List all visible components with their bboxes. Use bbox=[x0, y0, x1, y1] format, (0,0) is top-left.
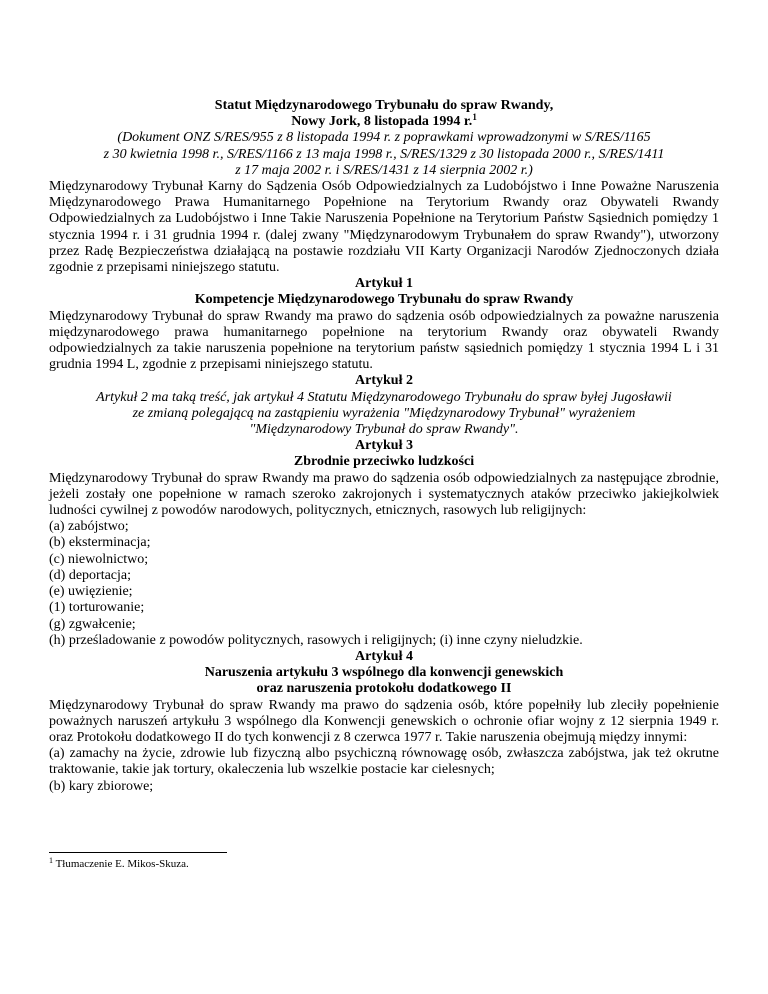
article-4-item: (b) kary zbiorowe; bbox=[49, 778, 154, 794]
document-title bbox=[49, 98, 719, 130]
article-3-item: (h) prześladowanie z powodów politycznych, rasowych i religijnych; (i) inne czyny nieludzkie. bbox=[49, 632, 583, 648]
footnote-reference[interactable]: 1 bbox=[472, 112, 477, 123]
footnote bbox=[49, 858, 189, 871]
article-2-note bbox=[49, 390, 719, 439]
article-4-item: (a) zamachy na życie, zdrowie lub fizyczną albo psychiczną równowagę osób, zwłaszcza zabójstwa, jak też okrutne traktowanie, takie jak tortury, okaleczenia lub wszelkie postacie kar cielesnych; bbox=[49, 746, 719, 778]
document-body bbox=[49, 98, 719, 795]
article-3-item: (e) uwięzienie; bbox=[49, 584, 133, 600]
article-3-item: (1) torturowanie; bbox=[49, 600, 145, 616]
footnote-marker: 1 bbox=[49, 856, 53, 865]
article-4-subheading-1: Naruszenia artykułu 3 wspólnego dla konwencji genewskich bbox=[204, 665, 564, 681]
article-3-item: (c) niewolnictwo; bbox=[49, 551, 149, 567]
article-3-item: (d) deportacja; bbox=[49, 567, 132, 583]
article-2-note-line-1: Artykuł 2 ma taką treść, jak artykuł 4 Statutu Międzynarodowego Trybunału do spraw byłej Jugosławii bbox=[96, 389, 672, 405]
source-note-line-1: (Dokument ONZ S/RES/955 z 8 listopada 1994 r. z poprawkami wprowadzonymi w S/RES/1165 bbox=[117, 130, 651, 146]
article-3-subheading: Zbrodnie przeciwko ludzkości bbox=[293, 454, 475, 470]
article-2-note-line-3: "Międzynarodowy Trybunał do spraw Rwandy". bbox=[249, 422, 519, 438]
footnote-divider bbox=[49, 852, 227, 853]
article-3-body: Międzynarodowy Trybunał do spraw Rwandy ma prawo do sądzenia osób odpowiedzialnych za następujące zbrodnie, jeżeli zostały one popełnione w ramach szeroko zakrojonych i systematycznych ataków przeciwko jakiejkolwiek ludności cywilnej z powodów narodowych, politycznych, etnicznych, rasowych lub religijnych: bbox=[49, 470, 719, 519]
article-3-heading: Artykuł 3 bbox=[355, 438, 413, 454]
article-2-heading: Artykuł 2 bbox=[355, 373, 413, 389]
article-3-item: (g) zgwałcenie; bbox=[49, 616, 136, 632]
article-4-subheading-2: oraz naruszenia protokołu dodatkowego II bbox=[256, 681, 512, 697]
title-line-2 bbox=[49, 114, 719, 130]
source-note-line-2: z 30 kwietnia 1998 r., S/RES/1166 z 13 maja 1998 r., S/RES/1329 z 30 listopada 2000 r., S/RES/1411 bbox=[103, 146, 665, 162]
article-3-item: (a) zabójstwo; bbox=[49, 519, 129, 535]
article-1-subheading: Kompetencje Międzynarodowego Trybunału do spraw Rwandy bbox=[194, 292, 574, 308]
title-line-2-text: Nowy Jork, 8 listopada 1994 r. bbox=[291, 114, 473, 130]
footnote-text: Tłumaczenie E. Mikos-Skuza. bbox=[55, 858, 189, 870]
preamble-paragraph: Międzynarodowy Trybunał Karny do Sądzenia Osób Odpowiedzialnych za Ludobójstwo i Inne Poważne Naruszenia Międzynarodowego Prawa Humanitarnego Popełnione na Terytorium Rwandy oraz Obywateli Rwandy Odpowiedzialnych za Ludobójstwo i Inne Takie Naruszenia Popełnione na Terytorium Państw Sąsiednich pomiędzy 1 stycznia 1994 r. i 31 grudnia 1994 r. (dalej zwany "Międzynarodowym Trybunałem do spraw Rwandy"), utworzony przez Radę Bezpieczeństwa działającą na postawie rozdziału VII Karty Organizacji Narodów Zjednoczonych działa zgodnie z przepisami niniejszego statutu. bbox=[49, 179, 719, 276]
article-1-body: Międzynarodowy Trybunał do spraw Rwandy ma prawo do sądzenia osób odpowiedzialnych za poważne naruszenia międzynarodowego prawa humanitarnego popełnione na terytorium Rwandy oraz obywateli Rwandy odpowiedzialnych za takie naruszenia popełnione na terytorium państw sąsiednich pomiędzy 1 stycznia 1994 L i 31 grudnia 1994 L, zgodnie z przepisami niniejszego statutu. bbox=[49, 308, 719, 373]
article-3-item: (b) eksterminacja; bbox=[49, 535, 151, 551]
title-line-1: Statut Międzynarodowego Trybunału do spraw Rwandy, bbox=[214, 98, 554, 113]
source-note bbox=[49, 130, 719, 179]
article-1-heading: Artykuł 1 bbox=[355, 276, 413, 292]
article-2-note-line-2: ze zmianą polegającą na zastąpieniu wyrażenia "Międzynarodowy Trybunał" wyrażeniem bbox=[132, 405, 636, 421]
article-4-body: Międzynarodowy Trybunał do spraw Rwandy ma prawo do sądzenia osób, które popełniły lub zleciły popełnienie poważnych naruszeń artykułu 3 wspólnego dla Konwencji genewskich o ochronie ofiar wojny z 12 sierpnia 1949 r. oraz Protokołu dodatkowego II do tych konwencji z 8 czerwca 1977 r. Takie naruszenia obejmują między innymi: bbox=[49, 697, 719, 745]
article-4-heading: Artykuł 4 bbox=[355, 648, 413, 664]
source-note-line-3: z 17 maja 2002 r. i S/RES/1431 z 14 sierpnia 2002 r.) bbox=[235, 162, 533, 178]
